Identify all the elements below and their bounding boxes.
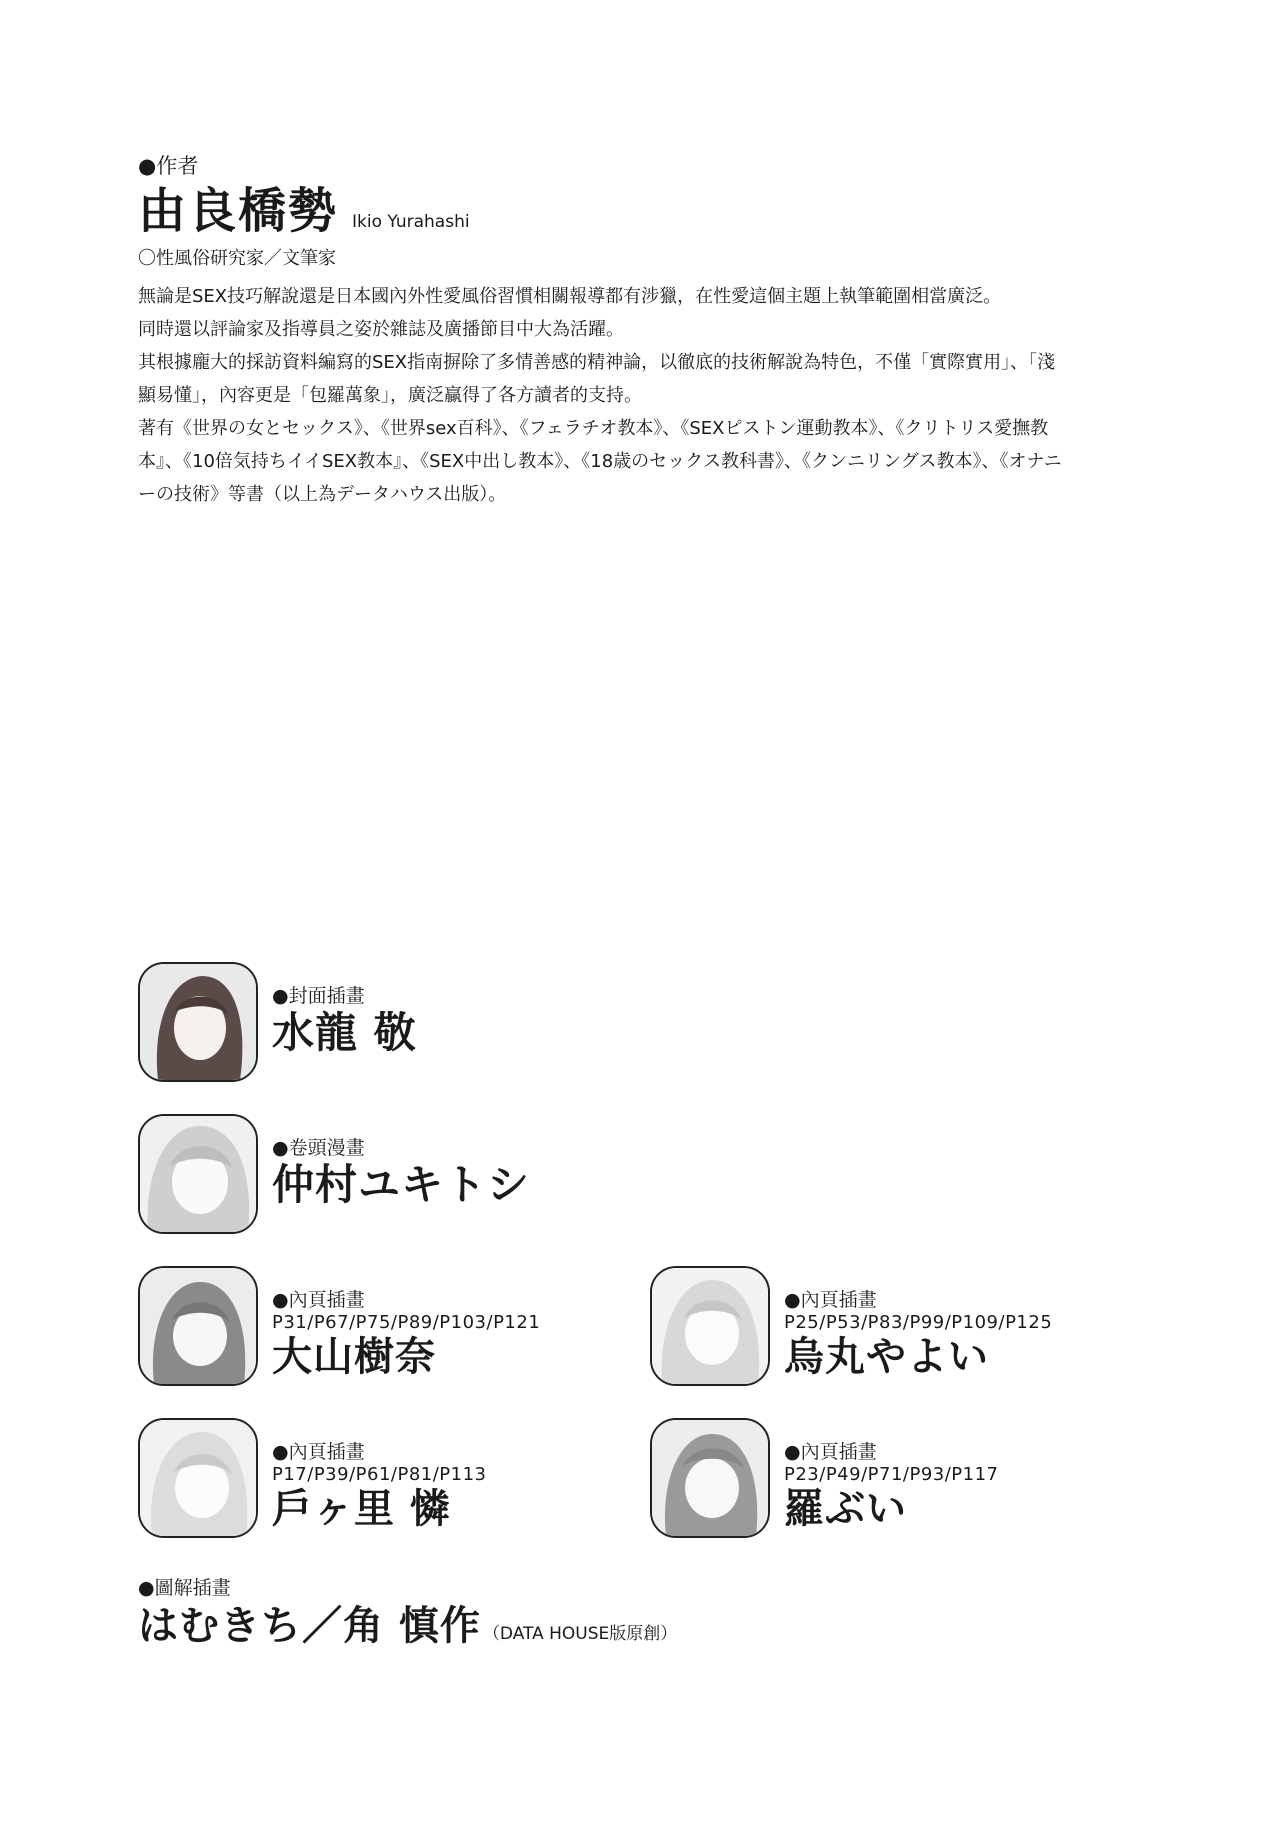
credit-label: ●內頁插畫 xyxy=(784,1289,877,1311)
author-title: 〇性風俗研究家／文筆家 xyxy=(138,248,336,269)
illustrator-name: 烏丸やよい xyxy=(784,1334,989,1380)
bio-paragraph: 著有《世界の女とセックス》、《世界sex百科》、《フェラチオ教本》、《SEXピストン運動教本》、《クリトリス愛撫教本』、《10倍気持ちイイSEX教本』、《SEX中出し教本》、《18歳のセックス教科書》、《クンニリングス教本》、《オナニーの技術》等書（以上為データハウス出版）。 xyxy=(138,418,1062,505)
page-list: P17/P39/P61/P81/P113 xyxy=(272,1464,487,1485)
author-label: ●作者 xyxy=(138,154,199,178)
credit-inner-1 xyxy=(138,1266,540,1386)
credit-text xyxy=(272,1114,530,1234)
illustrator-avatar xyxy=(650,1266,770,1386)
page-list: P25/P53/P83/P99/P109/P125 xyxy=(784,1312,1053,1333)
diagram-name-row xyxy=(138,1602,677,1650)
credit-text xyxy=(784,1418,999,1538)
author-name-row xyxy=(138,182,1068,240)
credit-inner-3 xyxy=(138,1418,487,1538)
credit-label: ●圖解插畫 xyxy=(138,1577,231,1599)
illustrator-name: 戶ヶ里 憐 xyxy=(272,1486,451,1532)
credit-text xyxy=(784,1266,1052,1386)
credit-label: ●封面插畫 xyxy=(272,985,365,1007)
credit-label: ●內頁插畫 xyxy=(784,1441,877,1463)
author-bio xyxy=(138,280,1068,511)
page-list: P23/P49/P71/P93/P117 xyxy=(784,1464,999,1485)
credit-label: ●內頁插畫 xyxy=(272,1441,365,1463)
credit-label: ●卷頭漫畫 xyxy=(272,1137,365,1159)
illustrator-name: 羅ぶい xyxy=(784,1486,907,1532)
author-romaji: Ikio Yurahashi xyxy=(352,212,470,232)
credit-text xyxy=(272,1418,487,1538)
illustrator-name: はむきち／角 慎作 xyxy=(138,1603,481,1649)
credit-text xyxy=(272,962,417,1082)
bio-paragraph: 無論是SEX技巧解說還是日本國內外性愛風俗習慣相關報導都有涉獵，在性愛這個主題上執筆範圍相當廣泛。 xyxy=(138,286,1002,307)
credit-text xyxy=(272,1266,540,1386)
illustrator-avatar xyxy=(138,1114,258,1234)
author-section xyxy=(138,152,1068,511)
illustrator-name: 水龍 敬 xyxy=(272,1008,417,1057)
illustrator-name: 仲村ユキトシ xyxy=(272,1160,531,1209)
bio-paragraph: 同時還以評論家及指導員之姿於雜誌及廣播節目中大為活躍。 xyxy=(138,319,624,340)
credit-note: （DATA HOUSE版原創） xyxy=(482,1624,678,1644)
illustrator-avatar xyxy=(138,962,258,1082)
illustrator-name: 大山樹奈 xyxy=(272,1334,436,1380)
author-name: 由良橋勢 xyxy=(138,183,339,239)
bio-paragraph: 其根據龐大的採訪資料編寫的SEX指南摒除了多情善感的精神論，以徹底的技術解說為特色，不僅「實際實用」、「淺顯易懂」，內容更是「包羅萬象」，廣泛贏得了各方讀者的支持。 xyxy=(138,352,1056,406)
credit-opening xyxy=(138,1114,530,1234)
credit-diagram xyxy=(138,1576,677,1650)
credit-cover xyxy=(138,962,417,1082)
illustrator-avatar xyxy=(138,1418,258,1538)
credit-label: ●內頁插畫 xyxy=(272,1289,365,1311)
credit-inner-2 xyxy=(650,1266,1052,1386)
illustrator-avatar xyxy=(138,1266,258,1386)
page-list: P31/P67/P75/P89/P103/P121 xyxy=(272,1312,541,1333)
illustrator-avatar xyxy=(650,1418,770,1538)
credit-inner-4 xyxy=(650,1418,999,1538)
